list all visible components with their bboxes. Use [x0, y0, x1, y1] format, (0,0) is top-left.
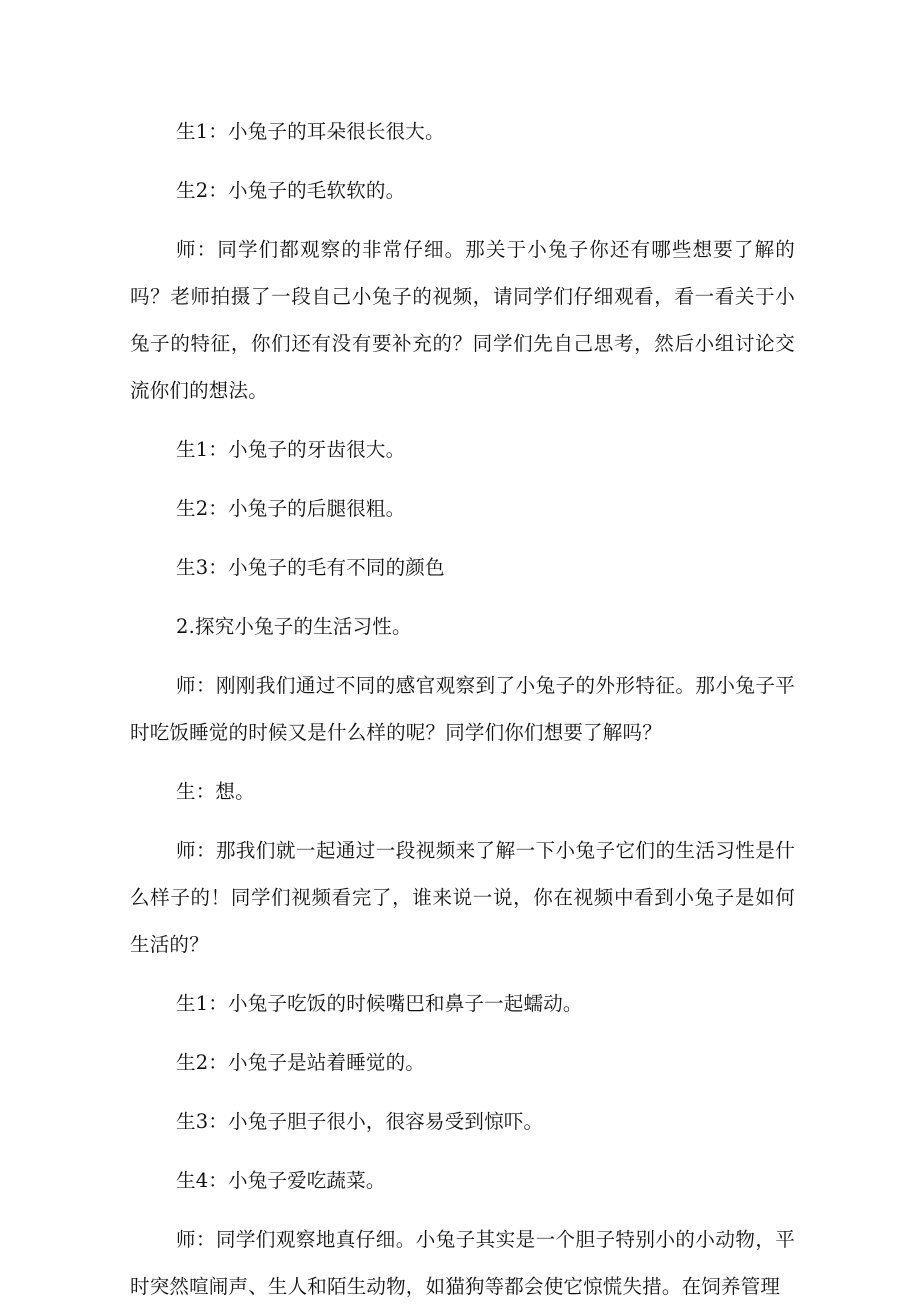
paragraph-student1-teeth: 生1：小兔子的牙齿很大。 [176, 438, 406, 461]
paragraph-student2-sleeping: 生2：小兔子是站着睡觉的。 [176, 1051, 426, 1074]
paragraph-student1-eating: 生1：小兔子吃饭的时候嘴巴和鼻子一起蠕动。 [176, 992, 583, 1015]
paragraph-teacher-habits-question: 师：刚刚我们通过不同的感官观察到了小兔子的外形特征。那小兔子平时吃饭睡觉的时候又是什么样的呢？同学们你们想要了解吗？ [130, 674, 795, 744]
section-heading-living-habits: 2.探究小兔子的生活习性。 [176, 615, 412, 638]
paragraph-teacher-summary: 师：同学们观察地真仔细。小兔子其实是一个胆子特别小的小动物，平时突然喧闹声、生人和陌生动物，如猫狗等都会使它惊慌失措。在饲养管理 [130, 1228, 795, 1298]
paragraph-student-answer: 生：想。 [176, 780, 255, 803]
paragraph-student3-timid: 生3：小兔子胆子很小，很容易受到惊吓。 [176, 1110, 544, 1133]
paragraph-teacher-video-prompt: 师：同学们都观察的非常仔细。那关于小兔子你还有哪些想要了解的吗？老师拍摄了一段自己小兔子的视频，请同学们仔细观看，看一看关于小兔子的特征，你们还有没有要补充的？同学们先自己思考，然后小组讨论交流你们的想法。 [130, 238, 795, 402]
paragraph-student2-legs: 生2：小兔子的后腿很粗。 [176, 497, 406, 520]
document-body [130, 108, 795, 1310]
paragraph-student1-ears: 生1：小兔子的耳朵很长很大。 [176, 120, 445, 143]
paragraph-student2-fur: 生2：小兔子的毛软软的。 [176, 179, 406, 202]
paragraph-student3-colors: 生3：小兔子的毛有不同的颜色 [176, 556, 445, 579]
paragraph-student4-vegetables: 生4：小兔子爱吃蔬菜。 [176, 1169, 386, 1192]
paragraph-teacher-habits-video: 师：那我们就一起通过一段视频来了解一下小兔子它们的生活习性是什么样子的！同学们视频看完了，谁来说一说，你在视频中看到小兔子是如何生活的？ [130, 839, 795, 956]
